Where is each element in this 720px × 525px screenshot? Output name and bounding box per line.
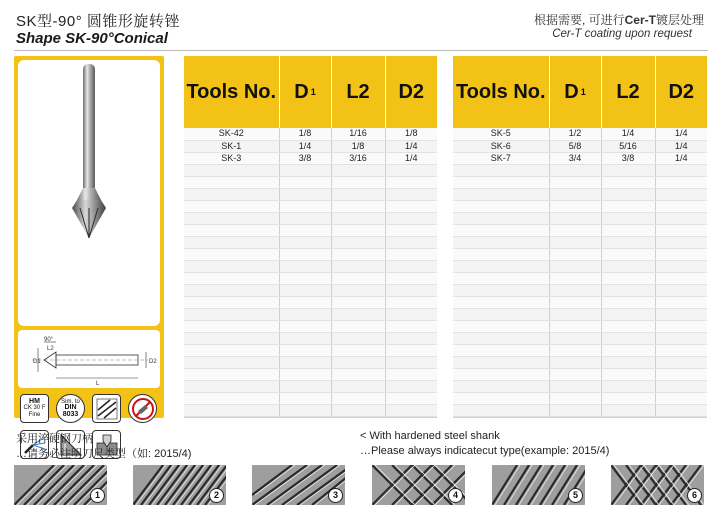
table-cell xyxy=(331,308,385,320)
table-row xyxy=(184,344,437,356)
table-cell xyxy=(549,224,601,236)
table-cell xyxy=(184,200,279,212)
table-cell: 1/4 xyxy=(655,128,707,140)
table-cell xyxy=(453,212,549,224)
cut-type-number: 1 xyxy=(90,488,105,503)
table-row xyxy=(453,272,707,284)
table-cell xyxy=(184,332,279,344)
table-row xyxy=(184,356,437,368)
table-cell xyxy=(453,344,549,356)
table-cell xyxy=(549,200,601,212)
table-row xyxy=(453,332,707,344)
table-cell xyxy=(331,344,385,356)
table-cell xyxy=(601,320,655,332)
table-cell xyxy=(331,176,385,188)
table-cell xyxy=(601,332,655,344)
table-cell xyxy=(549,236,601,248)
table-row xyxy=(184,224,437,236)
footer-cut-type-note-cn: …请务必注明刀尺类型（如: 2015/4) xyxy=(16,448,192,460)
table-cell xyxy=(184,392,279,404)
technical-drawing xyxy=(18,330,160,388)
table-cell xyxy=(453,332,549,344)
coating-note-english: Cer-T coating upon request xyxy=(552,28,692,40)
table-cell xyxy=(279,320,331,332)
table-row xyxy=(453,212,707,224)
cut-type-number: 6 xyxy=(687,488,702,503)
table-row xyxy=(184,332,437,344)
table-cell: SK-5 xyxy=(453,128,549,140)
table-row xyxy=(453,224,707,236)
table-cell xyxy=(279,368,331,380)
drawing-label-l2: L2 xyxy=(47,346,54,352)
table-row xyxy=(184,152,437,164)
table-cell xyxy=(331,380,385,392)
table-cell xyxy=(385,200,437,212)
table-row xyxy=(184,368,437,380)
table-cell xyxy=(655,356,707,368)
drawing-label-angle: 90° xyxy=(44,337,54,343)
table-cell xyxy=(385,344,437,356)
table-cell xyxy=(549,248,601,260)
table-cell xyxy=(385,176,437,188)
table-row xyxy=(184,188,437,200)
table-cell xyxy=(453,224,549,236)
table-cell xyxy=(655,380,707,392)
table-cell xyxy=(655,404,707,416)
product-side-panel xyxy=(14,56,164,418)
table-cell xyxy=(453,380,549,392)
table-cell xyxy=(184,164,279,176)
table-row xyxy=(184,212,437,224)
table-cell xyxy=(601,356,655,368)
table-row xyxy=(453,356,707,368)
table-cell xyxy=(453,188,549,200)
table-cell xyxy=(184,188,279,200)
table-cell xyxy=(385,392,437,404)
table-row xyxy=(184,200,437,212)
header-rule xyxy=(14,50,708,51)
cut-type-swatch xyxy=(252,465,345,505)
table-cell xyxy=(453,404,549,416)
table-cell xyxy=(601,380,655,392)
table-cell xyxy=(453,296,549,308)
cut-type-number: 5 xyxy=(568,488,583,503)
table-cell: 5/16 xyxy=(601,140,655,152)
table-cell xyxy=(549,320,601,332)
table-cell xyxy=(655,284,707,296)
table-cell xyxy=(453,176,549,188)
table-cell: 1/8 xyxy=(279,128,331,140)
header-tools-no: Tools No. xyxy=(184,56,279,128)
table-cell: 1/16 xyxy=(331,128,385,140)
coating-note-chinese: 根据需要, 可进行Cer-T镀层处理 xyxy=(533,13,704,27)
table-cell xyxy=(279,356,331,368)
table-cell xyxy=(453,368,549,380)
table-row xyxy=(453,392,707,404)
table-cell xyxy=(549,284,601,296)
table-cell xyxy=(655,332,707,344)
table-row xyxy=(453,140,707,152)
table-cell xyxy=(331,356,385,368)
table-cell xyxy=(655,248,707,260)
header-tools-no: Tools No. xyxy=(453,56,549,128)
table-row xyxy=(453,368,707,380)
table-cell xyxy=(279,284,331,296)
table-cell xyxy=(453,248,549,260)
table-cell xyxy=(385,296,437,308)
table-row xyxy=(453,284,707,296)
table-cell xyxy=(279,200,331,212)
table-row xyxy=(453,236,707,248)
table-cell xyxy=(601,296,655,308)
table-cell xyxy=(279,392,331,404)
din-standard-icon: Sim. to DIN 8033 xyxy=(56,394,85,423)
table-cell xyxy=(453,284,549,296)
table-cell xyxy=(549,344,601,356)
table-row xyxy=(453,344,707,356)
table-cell xyxy=(331,284,385,296)
table-cell xyxy=(331,164,385,176)
table-cell xyxy=(331,368,385,380)
table-cell xyxy=(601,248,655,260)
table-cell xyxy=(279,380,331,392)
table-cell xyxy=(279,308,331,320)
table-row xyxy=(453,248,707,260)
table-cell xyxy=(655,200,707,212)
table-cell: 1/4 xyxy=(279,140,331,152)
table-cell xyxy=(655,344,707,356)
table-cell xyxy=(453,236,549,248)
table-cell xyxy=(453,200,549,212)
table-cell xyxy=(385,224,437,236)
table-cell xyxy=(184,368,279,380)
table-row xyxy=(184,128,437,140)
table-cell xyxy=(385,248,437,260)
table-row xyxy=(453,152,707,164)
cut-type-swatch xyxy=(611,465,704,505)
cut-type-number: 3 xyxy=(328,488,343,503)
table-cell xyxy=(655,224,707,236)
table-row xyxy=(184,380,437,392)
table-cell xyxy=(279,164,331,176)
table-cell: 1/4 xyxy=(385,140,437,152)
table-cell xyxy=(601,188,655,200)
table-row xyxy=(453,320,707,332)
table-cell xyxy=(331,200,385,212)
table-cell xyxy=(279,236,331,248)
table-row xyxy=(184,260,437,272)
table-cell xyxy=(655,164,707,176)
table-cell: SK-1 xyxy=(184,140,279,152)
table-cell xyxy=(601,260,655,272)
table-cell: SK-3 xyxy=(184,152,279,164)
table-cell xyxy=(453,164,549,176)
table-cell xyxy=(331,236,385,248)
table-cell xyxy=(601,344,655,356)
table-row xyxy=(453,188,707,200)
table-cell xyxy=(601,404,655,416)
table-cell xyxy=(601,224,655,236)
table-cell xyxy=(655,176,707,188)
table-cell: SK-42 xyxy=(184,128,279,140)
table-row xyxy=(184,284,437,296)
table-cell xyxy=(331,404,385,416)
table-cell xyxy=(331,332,385,344)
table-cell xyxy=(331,296,385,308)
table-cell xyxy=(184,284,279,296)
table-cell xyxy=(549,260,601,272)
table-cell xyxy=(279,272,331,284)
table-cell xyxy=(549,176,601,188)
cut-type-number: 4 xyxy=(448,488,463,503)
table-cell xyxy=(331,260,385,272)
table-cell xyxy=(385,332,437,344)
table-cell xyxy=(655,236,707,248)
table-row xyxy=(184,236,437,248)
table-cell xyxy=(279,404,331,416)
table-cell xyxy=(184,320,279,332)
table-cell xyxy=(655,260,707,272)
table-cell: 3/4 xyxy=(549,152,601,164)
table-cell xyxy=(453,272,549,284)
title-chinese: SK型-90° 圆锥形旋转锉 xyxy=(16,13,180,30)
table-cell xyxy=(184,308,279,320)
table-cell xyxy=(453,392,549,404)
header-d2: D2 xyxy=(385,56,437,128)
table-cell xyxy=(279,212,331,224)
table-cell xyxy=(453,320,549,332)
table-cell: 3/8 xyxy=(601,152,655,164)
table-cell: 3/16 xyxy=(331,152,385,164)
table-cell xyxy=(279,188,331,200)
table-row xyxy=(184,296,437,308)
table-cell xyxy=(279,224,331,236)
table-row xyxy=(453,404,707,416)
table-cell xyxy=(601,212,655,224)
table-cell xyxy=(655,272,707,284)
table-cell xyxy=(331,320,385,332)
table-cell xyxy=(184,356,279,368)
header-d2: D2 xyxy=(655,56,707,128)
table-row xyxy=(184,140,437,152)
table-cell xyxy=(184,344,279,356)
table-cell xyxy=(549,332,601,344)
table-cell xyxy=(549,380,601,392)
table-cell xyxy=(549,356,601,368)
table-cell xyxy=(453,308,549,320)
table-cell xyxy=(331,248,385,260)
table-cell xyxy=(385,212,437,224)
table-cell xyxy=(655,320,707,332)
table-cell: 1/8 xyxy=(331,140,385,152)
table-cell xyxy=(453,356,549,368)
table-row xyxy=(453,380,707,392)
table-cell xyxy=(331,392,385,404)
table-cell xyxy=(655,392,707,404)
table-cell xyxy=(655,188,707,200)
title-english: Shape SK-90°Conical xyxy=(16,30,168,47)
spec-table-right xyxy=(453,56,707,417)
tool-image xyxy=(18,60,160,326)
table-row xyxy=(184,320,437,332)
table-row xyxy=(453,200,707,212)
table-cell xyxy=(549,188,601,200)
table-cell: 1/8 xyxy=(385,128,437,140)
table-cell xyxy=(279,296,331,308)
table-cell xyxy=(385,404,437,416)
table-cell xyxy=(601,308,655,320)
table-cell xyxy=(549,212,601,224)
table-row xyxy=(453,308,707,320)
table-cell xyxy=(279,260,331,272)
drawing-label-l: L xyxy=(96,381,100,387)
table-cell xyxy=(279,176,331,188)
table-cell xyxy=(331,212,385,224)
table-row xyxy=(453,176,707,188)
cutting-pattern-icon xyxy=(92,394,121,423)
header-d1: D 1 xyxy=(279,56,331,128)
table-cell xyxy=(331,188,385,200)
table-cell xyxy=(601,272,655,284)
table-cell: SK-6 xyxy=(453,140,549,152)
table-cell xyxy=(549,392,601,404)
cut-type-swatch xyxy=(14,465,107,505)
table-cell xyxy=(184,224,279,236)
table-cell xyxy=(385,236,437,248)
table-cell xyxy=(601,236,655,248)
table-cell: 1/4 xyxy=(601,128,655,140)
table-cell xyxy=(655,212,707,224)
table-row xyxy=(184,308,437,320)
footer-shank-note-en: < With hardened steel shank xyxy=(360,430,500,442)
table-cell xyxy=(385,284,437,296)
drawing-label-d1: D1 xyxy=(33,359,41,365)
table-cell xyxy=(279,344,331,356)
table-cell: 1/4 xyxy=(655,152,707,164)
table-cell xyxy=(385,260,437,272)
table-cell xyxy=(549,272,601,284)
footer-shank-note-cn: 采用淬硬钢刀柄 xyxy=(16,433,93,445)
table-cell xyxy=(184,260,279,272)
table-cell xyxy=(184,272,279,284)
table-cell xyxy=(385,368,437,380)
table-row xyxy=(453,296,707,308)
table-cell xyxy=(601,200,655,212)
header-l2: L2 xyxy=(601,56,655,128)
table-cell xyxy=(601,164,655,176)
table-row xyxy=(184,248,437,260)
table-cell: SK-7 xyxy=(453,152,549,164)
table-cell xyxy=(453,260,549,272)
table-cell: 5/8 xyxy=(549,140,601,152)
table-cell xyxy=(184,176,279,188)
table-cell xyxy=(184,248,279,260)
table-cell xyxy=(601,368,655,380)
table-row xyxy=(184,404,437,416)
cut-type-swatch xyxy=(492,465,585,505)
spec-table-left xyxy=(184,56,437,417)
table-cell xyxy=(331,272,385,284)
no-grinding-icon xyxy=(128,394,157,423)
table-row xyxy=(184,164,437,176)
table-cell: 1/2 xyxy=(549,128,601,140)
table-cell xyxy=(655,308,707,320)
table-cell xyxy=(184,236,279,248)
table-cell xyxy=(385,272,437,284)
table-row xyxy=(453,128,707,140)
table-cell xyxy=(279,248,331,260)
table-cell xyxy=(385,308,437,320)
drawing-label-d2: D2 xyxy=(149,359,157,365)
table-cell xyxy=(385,164,437,176)
table-cell xyxy=(184,296,279,308)
table-cell xyxy=(385,356,437,368)
table-row xyxy=(184,176,437,188)
table-cell xyxy=(184,212,279,224)
conical-burr-icon xyxy=(18,60,160,326)
table-cell: 1/4 xyxy=(385,152,437,164)
table-cell xyxy=(279,332,331,344)
table-row xyxy=(184,392,437,404)
table-cell xyxy=(385,320,437,332)
footer-cut-type-note-en: …Please always indicatecut type(example: 2015/4) xyxy=(360,445,610,457)
table-cell xyxy=(385,188,437,200)
table-cell xyxy=(385,380,437,392)
table-cell xyxy=(549,404,601,416)
header-l2: L2 xyxy=(331,56,385,128)
table-cell xyxy=(549,308,601,320)
table-cell: 1/4 xyxy=(655,140,707,152)
table-cell xyxy=(601,392,655,404)
table-row xyxy=(453,260,707,272)
table-row xyxy=(184,272,437,284)
material-hm-icon: HM CK 30 F Fine xyxy=(20,394,49,423)
table-cell xyxy=(601,284,655,296)
table-cell xyxy=(549,368,601,380)
cut-type-swatch xyxy=(372,465,465,505)
table-cell xyxy=(549,296,601,308)
cut-type-number: 2 xyxy=(209,488,224,503)
header-d1: D 1 xyxy=(549,56,601,128)
coating-name: Cer-T xyxy=(624,13,656,27)
cut-type-swatch xyxy=(133,465,226,505)
table-cell xyxy=(655,296,707,308)
table-cell xyxy=(331,224,385,236)
table-cell xyxy=(184,380,279,392)
table-cell xyxy=(601,176,655,188)
table-cell: 3/8 xyxy=(279,152,331,164)
table-cell xyxy=(655,368,707,380)
table-cell xyxy=(549,164,601,176)
table-cell xyxy=(184,404,279,416)
table-row xyxy=(453,164,707,176)
